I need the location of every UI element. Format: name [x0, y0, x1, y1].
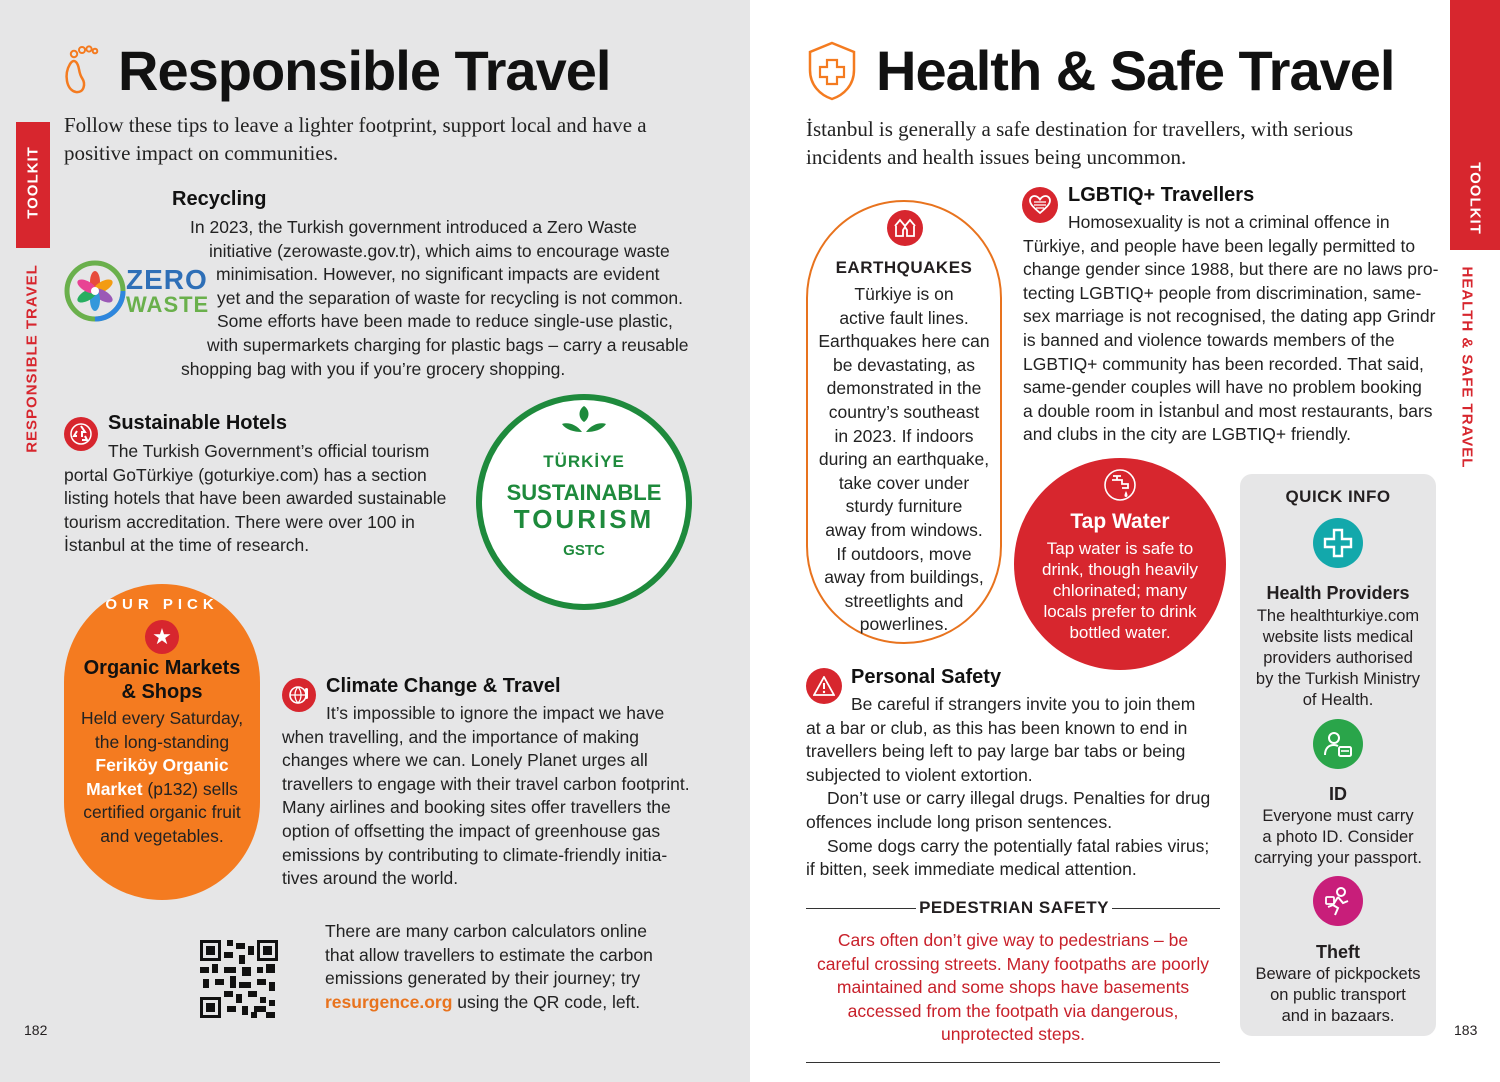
- text-line: Cars often don’t give way to pedestrians – be: [837, 930, 1189, 950]
- text-line: Homosexuality is not a criminal offence in: [1068, 212, 1390, 232]
- text-line: tives around the world.: [282, 868, 459, 889]
- page-intro: İstanbul is generally a safe destination for travellers, with serious incidents and health issues being uncommon.: [806, 117, 1354, 169]
- sustainable-tourism-badge: [476, 394, 692, 610]
- text-line: option of offsetting the impact of greenhouse gas: [282, 820, 661, 841]
- text-line: tourism accreditation. There were over 100 in: [64, 511, 415, 532]
- text-line: Türkiye, and people have been legally permitted to: [1023, 235, 1416, 256]
- text-line: Everyone must carry: [1262, 807, 1414, 825]
- text-line: demonstrated in the: [826, 378, 982, 399]
- pedestrian-heading: PEDESTRIAN SAFETY: [919, 898, 1109, 917]
- text-line: of Health.: [1302, 691, 1374, 709]
- toolkit-tab-right[interactable]: [1450, 0, 1500, 250]
- text-line: changes where we can. Lonely Planet urges all: [282, 750, 648, 771]
- text-line: sturdy furniture: [845, 496, 963, 517]
- tap-water-heading: Tap Water: [1070, 510, 1170, 533]
- text-line: if bitten, seek immediate medical attention.: [806, 859, 1137, 880]
- lgbtiq-heading: LGBTIQ+ Travellers: [1068, 184, 1255, 206]
- text-line: subjected to violent extortion.: [806, 764, 1033, 785]
- carbon-calculator-text: [325, 920, 725, 1014]
- climate-heading: Climate Change & Travel: [326, 675, 561, 697]
- page-number: 183: [1454, 1022, 1478, 1038]
- text-line: initiative (zerowaste.gov.tr), which aims to encourage waste: [209, 240, 670, 261]
- text-tail: using the QR code, left.: [452, 991, 641, 1012]
- text-line: bottled water.: [1069, 623, 1171, 642]
- text-line: [64, 778, 260, 802]
- health-providers-text: [1240, 606, 1436, 711]
- page-title: Health & Safe Travel: [876, 39, 1395, 102]
- personal-safety-text: [806, 693, 1226, 882]
- text-line: Earthquakes here can: [818, 331, 990, 352]
- our-pick-heading: [64, 656, 260, 704]
- medical-cross-icon: [1313, 518, 1363, 568]
- text-line: active fault lines.: [839, 307, 969, 328]
- badge-line2: TOURISM: [513, 504, 655, 534]
- text-line: website lists medical: [1262, 628, 1414, 646]
- text-line: yet and the separation of waste for recycling is not common.: [217, 287, 683, 308]
- pedestrian-rule-left: [806, 908, 916, 909]
- personal-safety-heading: Personal Safety: [851, 666, 1002, 688]
- market-name: Market: [86, 778, 143, 799]
- id-card-icon: [1313, 719, 1363, 769]
- tap-icon: [1100, 468, 1140, 504]
- text-line: same-gender couples will have no problem booking: [1023, 377, 1422, 398]
- tap-water-text: [1014, 538, 1226, 643]
- text-line: shopping bag with you if you’re grocery shopping.: [181, 358, 566, 379]
- climate-text: [282, 702, 722, 891]
- side-section-label: HEALTH & SAFE TRAVEL: [1458, 266, 1476, 469]
- market-name: Feriköy Organic: [95, 755, 229, 776]
- text-line: Some efforts have been made to reduce single-use plastic,: [217, 311, 673, 332]
- resurgence-link[interactable]: resurgence.org: [325, 991, 453, 1012]
- earthquakes-heading: EARTHQUAKES: [835, 258, 973, 277]
- text-line: country’s southeast: [828, 401, 980, 422]
- text-line: careful crossing streets. Many footpaths are poorly: [817, 953, 1209, 974]
- text-line: listing hotels that have been awarded sustainable: [64, 488, 447, 509]
- badge-line1: SUSTAINABLE: [506, 480, 662, 505]
- text-line: when travelling, and the importance of making: [282, 726, 640, 747]
- lgbtiq-text: [1023, 211, 1453, 447]
- toolkit-tab-label: TOOLKIT: [1466, 162, 1484, 235]
- text-line: minimisation. However, no significant impacts are evident: [216, 264, 660, 285]
- text-line: sex marriage is not recognised, the dating app Grindr: [1023, 306, 1436, 327]
- text-line: unprotected steps.: [941, 1024, 1085, 1045]
- star-icon: ★: [145, 620, 179, 654]
- medical-shield-icon: [806, 40, 858, 102]
- text-line: away from windows.: [825, 519, 983, 540]
- text-line: that allow travellers to estimate the carbon: [325, 944, 653, 965]
- thief-icon: [1313, 876, 1363, 926]
- text-line: a double room in İstanbul and most restaurants, bars: [1023, 400, 1433, 421]
- text-line: tecting LGBTIQ+ people from discrimination, same-: [1023, 282, 1422, 303]
- text-line: It’s impossible to ignore the impact we have: [326, 703, 665, 723]
- text-line: The healthturkiye.com: [1256, 607, 1420, 625]
- zero-waste-logo: [64, 262, 210, 322]
- badge-country: TÜRKİYE: [543, 452, 625, 471]
- page-intro: Follow these tips to leave a lighter footprint, support local and have a positive impact on communities.: [64, 113, 647, 165]
- text-line: away from buildings,: [824, 567, 984, 588]
- side-section-label: RESPONSIBLE TRAVEL: [23, 264, 41, 453]
- text-line: change gender since 1988, but there are no laws pro-: [1023, 259, 1439, 280]
- text-line: carrying your passport.: [1254, 849, 1422, 867]
- text-line: powerlines.: [859, 614, 949, 635]
- leaves-icon: [554, 404, 614, 434]
- badge-gstc: GSTC: [563, 542, 605, 559]
- text-line: is banned and violence towards members of the: [1023, 329, 1395, 350]
- earthquakes-text: [806, 283, 1002, 637]
- text-line: with supermarkets charging for plastic bags – carry a reusable: [207, 334, 689, 355]
- text-line: portal GoTürkiye (goturkiye.com) has a section: [64, 464, 427, 485]
- text-line: Some dogs carry the potentially fatal rabies virus;: [827, 835, 1210, 856]
- hotels-text: [64, 440, 464, 558]
- text-line: İstanbul at the time of research.: [64, 535, 310, 556]
- text-line: offences include long prison sentences.: [806, 811, 1113, 832]
- text-line: certified organic fruit: [83, 802, 241, 823]
- quick-info-heading: QUICK INFO: [1285, 487, 1391, 506]
- text-line: Beware of pickpockets: [1255, 965, 1421, 983]
- recycling-heading: Recycling: [172, 188, 267, 210]
- text-line: chlorinated; many: [1052, 581, 1188, 600]
- text-line: In 2023, the Turkish government introduced a Zero Waste: [190, 217, 637, 237]
- text-line: in 2023. If indoors: [834, 425, 974, 446]
- health-providers-title: Health Providers: [1266, 583, 1410, 603]
- zero-waste-flower-icon: [64, 260, 126, 322]
- id-title: ID: [1329, 784, 1347, 804]
- qr-code[interactable]: [200, 940, 278, 1018]
- zero-waste-bottom: WASTE: [126, 292, 210, 317]
- text-line: drink, though heavily: [1042, 560, 1198, 579]
- zero-waste-top: ZERO: [126, 264, 208, 295]
- text-line: There are many carbon calculators online: [325, 921, 647, 941]
- text-line: by the Turkish Ministry: [1255, 670, 1421, 688]
- text-line: be devastating, as: [832, 354, 976, 375]
- theft-text: [1240, 964, 1436, 1027]
- text-line: and clubs in the city are LGBTIQ+ friendly.: [1023, 424, 1351, 445]
- pedestrian-rule-right: [1112, 908, 1220, 909]
- text-line: Many airlines and booking sites offer travellers the: [282, 797, 671, 818]
- text-line: travellers being left to pay large bar tabs or being: [806, 741, 1186, 762]
- footprint-icon: [60, 40, 104, 96]
- right-page: [750, 0, 1500, 1082]
- theft-title: Theft: [1316, 942, 1360, 962]
- text-line: and vegetables.: [100, 825, 224, 846]
- text-line: If outdoors, move: [836, 543, 972, 564]
- text-line: emissions generated by their journey; try: [325, 968, 641, 989]
- text-line: take cover under: [838, 472, 970, 493]
- text-line: on public transport: [1270, 986, 1406, 1004]
- text-line: Be careful if strangers invite you to join them: [851, 694, 1196, 714]
- text-line: emissions by contributing to climate-friendly initia-: [282, 844, 668, 865]
- page-ref: (p132) sells: [142, 778, 238, 799]
- text-line: accessed from the footpath via dangerous,: [847, 1000, 1179, 1021]
- pedestrian-text: [806, 929, 1220, 1047]
- text-line: at a bar or club, as this has been known to end in: [806, 717, 1188, 738]
- text-line: Don’t use or carry illegal drugs. Penalties for drug: [827, 788, 1211, 809]
- heading-line: & Shops: [121, 681, 203, 703]
- text-line: maintained and some shops have basements: [836, 977, 1190, 998]
- text-line: Held every Saturday,: [80, 708, 244, 728]
- text-line: travellers to engage with their travel carbon footprint.: [282, 773, 690, 794]
- toolkit-tab-label: TOOLKIT: [24, 146, 42, 219]
- text-line: [325, 991, 725, 1015]
- text-line: Türkiye is on: [854, 284, 954, 304]
- text-line: a photo ID. Consider: [1262, 828, 1414, 846]
- text-line: the long-standing: [94, 731, 230, 752]
- text-line: LGBTIQ+ community has been recorded. That said,: [1023, 353, 1424, 374]
- heading-line: Organic Markets: [83, 657, 241, 679]
- text-line: and in bazaars.: [1281, 1007, 1395, 1025]
- text-line: Tap water is safe to: [1046, 539, 1194, 558]
- pedestrian-rule-bottom: [806, 1062, 1220, 1063]
- hotels-heading: Sustainable Hotels: [108, 412, 287, 434]
- our-pick-text: [64, 707, 260, 849]
- page-title: Responsible Travel: [118, 39, 611, 102]
- text-line: streetlights and: [844, 590, 964, 611]
- text-line: providers authorised: [1263, 649, 1413, 667]
- text-line: The Turkish Government’s official tourism: [108, 441, 430, 461]
- text-line: during an earthquake,: [818, 449, 990, 470]
- id-text: [1240, 806, 1436, 869]
- our-pick-label: OUR PICK: [105, 596, 219, 613]
- page-number: 182: [24, 1022, 48, 1038]
- text-line: locals prefer to drink: [1043, 602, 1197, 621]
- earthquake-icon: [887, 210, 923, 246]
